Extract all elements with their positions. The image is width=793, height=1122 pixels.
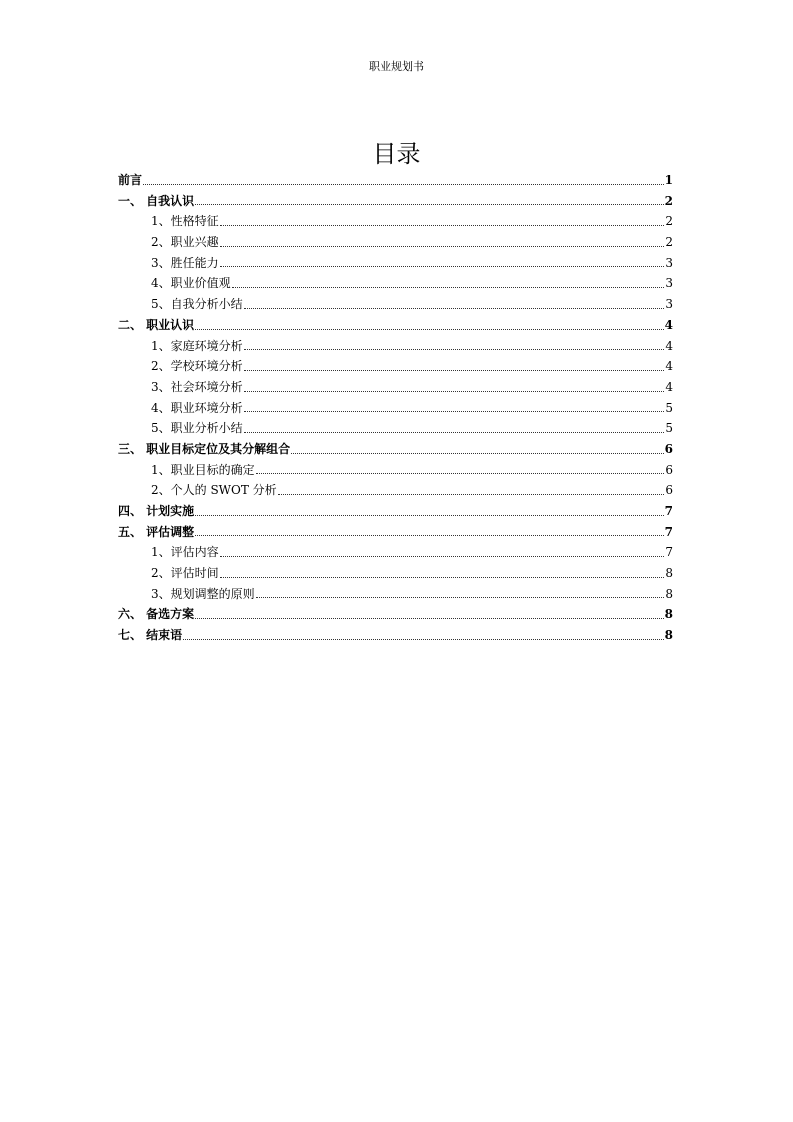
toc-entry-label: 五、 评估调整 — [118, 524, 195, 539]
toc-entry[interactable] — [118, 439, 673, 460]
dot-leader — [195, 534, 663, 536]
toc-entry-label: 四、 计划实施 — [118, 504, 195, 518]
toc-entry-page-number: 3 — [665, 297, 673, 312]
toc-entry-label: 六、 备选方案 — [118, 607, 195, 622]
toc-entry[interactable] — [118, 294, 673, 315]
toc-entry-page-number: 6 — [665, 462, 673, 477]
toc-entry[interactable] — [118, 170, 673, 191]
dot-leader — [220, 224, 665, 226]
toc-entry-label: 1、职业目标的确定 — [151, 462, 255, 477]
dot-leader — [220, 555, 665, 557]
toc-entry-page-number: 7 — [664, 504, 673, 518]
toc-entry[interactable] — [118, 377, 673, 398]
toc-entry-label: 3、社会环境分析 — [151, 379, 243, 394]
dot-leader — [232, 286, 665, 288]
toc-entry-label: 一、 自我认识 — [118, 193, 195, 208]
toc-entry[interactable] — [118, 398, 673, 419]
dot-leader — [183, 638, 663, 640]
toc-entry-page-number: 3 — [665, 276, 673, 291]
toc-entry-label: 5、自我分析小结 — [151, 297, 243, 312]
toc-entry[interactable] — [118, 501, 673, 522]
toc-entry-page-number: 4 — [665, 379, 673, 394]
toc-entry-page-number: 1 — [664, 173, 673, 187]
toc-entry[interactable] — [118, 211, 673, 232]
toc-entry-label: 4、职业价值观 — [151, 276, 231, 291]
toc-entry-page-number: 8 — [665, 586, 673, 601]
dot-leader — [220, 245, 665, 247]
toc-entry[interactable] — [118, 418, 673, 439]
dot-leader — [256, 472, 665, 474]
toc-entry[interactable] — [118, 625, 673, 646]
toc-entry-label: 3、规划调整的原则 — [151, 586, 255, 601]
toc-entry-page-number: 2 — [665, 214, 673, 229]
toc-entry-label: 1、性格特征 — [151, 214, 219, 229]
toc-entry-page-number: 2 — [665, 235, 673, 250]
dot-leader — [195, 617, 663, 619]
dot-leader — [143, 183, 664, 185]
toc-entry[interactable] — [118, 460, 673, 481]
dot-leader — [195, 328, 663, 330]
dot-leader — [256, 596, 665, 598]
toc-entry-page-number: 8 — [665, 566, 673, 581]
toc-entry-label: 5、职业分析小结 — [151, 421, 243, 436]
toc-entry-page-number: 8 — [664, 628, 673, 643]
toc-entry-page-number: 7 — [664, 524, 673, 539]
toc-entry-page-number: 3 — [665, 255, 673, 270]
toc-entry-label: 2、个人的 SWOT 分析 — [151, 483, 277, 498]
dot-leader — [244, 369, 665, 371]
toc-entry-page-number: 5 — [665, 421, 673, 436]
toc-entry-page-number: 2 — [664, 193, 673, 208]
dot-leader — [195, 514, 663, 516]
toc-entry-page-number: 4 — [665, 338, 673, 353]
toc-entry-page-number: 8 — [664, 607, 673, 622]
toc-entry-label: 2、职业兴趣 — [151, 235, 219, 250]
toc-entry-page-number: 7 — [665, 545, 673, 560]
toc-entry-label: 4、职业环境分析 — [151, 400, 243, 415]
dot-leader — [220, 265, 665, 267]
toc-entry[interactable] — [118, 563, 673, 584]
dot-leader — [244, 431, 665, 433]
toc-entry[interactable] — [118, 315, 673, 336]
toc-entry-page-number: 4 — [665, 359, 673, 374]
toc-entry[interactable] — [118, 522, 673, 543]
toc-entry[interactable] — [118, 542, 673, 563]
toc-entry-label: 前言 — [118, 173, 143, 187]
toc-entry-label: 3、胜任能力 — [151, 255, 219, 270]
toc-entry[interactable] — [118, 232, 673, 253]
toc-entry-label: 1、评估内容 — [151, 545, 219, 560]
toc-entry[interactable] — [118, 604, 673, 625]
dot-leader — [278, 493, 665, 495]
dot-leader — [195, 203, 663, 205]
toc-entry-page-number: 6 — [665, 483, 673, 498]
toc-entry[interactable] — [118, 273, 673, 294]
dot-leader — [244, 410, 665, 412]
toc-entry[interactable] — [118, 253, 673, 274]
dot-leader — [291, 452, 663, 454]
toc-entry-label: 三、 职业目标定位及其分解组合 — [118, 441, 291, 456]
toc-entry[interactable] — [118, 336, 673, 357]
dot-leader — [244, 390, 665, 392]
toc-entry-label: 七、 结束语 — [118, 628, 183, 643]
dot-leader — [244, 307, 665, 309]
toc-entry-label: 1、家庭环境分析 — [151, 338, 243, 353]
page-header: 职业规划书 — [369, 60, 424, 73]
toc-entry-page-number: 5 — [665, 400, 673, 415]
dot-leader — [244, 348, 665, 350]
toc-entry-label: 2、评估时间 — [151, 566, 219, 581]
toc-entry-label: 二、 职业认识 — [118, 317, 195, 332]
toc-entry[interactable] — [118, 356, 673, 377]
dot-leader — [220, 576, 665, 578]
toc-entry[interactable] — [118, 480, 673, 501]
toc-entry[interactable] — [118, 584, 673, 605]
toc-entry[interactable] — [118, 191, 673, 212]
toc-entry-page-number: 6 — [664, 441, 673, 456]
toc-entry-page-number: 4 — [664, 317, 673, 332]
page-title: 目录 — [372, 140, 421, 168]
toc-entry-label: 2、学校环境分析 — [151, 359, 243, 374]
table-of-contents — [118, 170, 673, 646]
